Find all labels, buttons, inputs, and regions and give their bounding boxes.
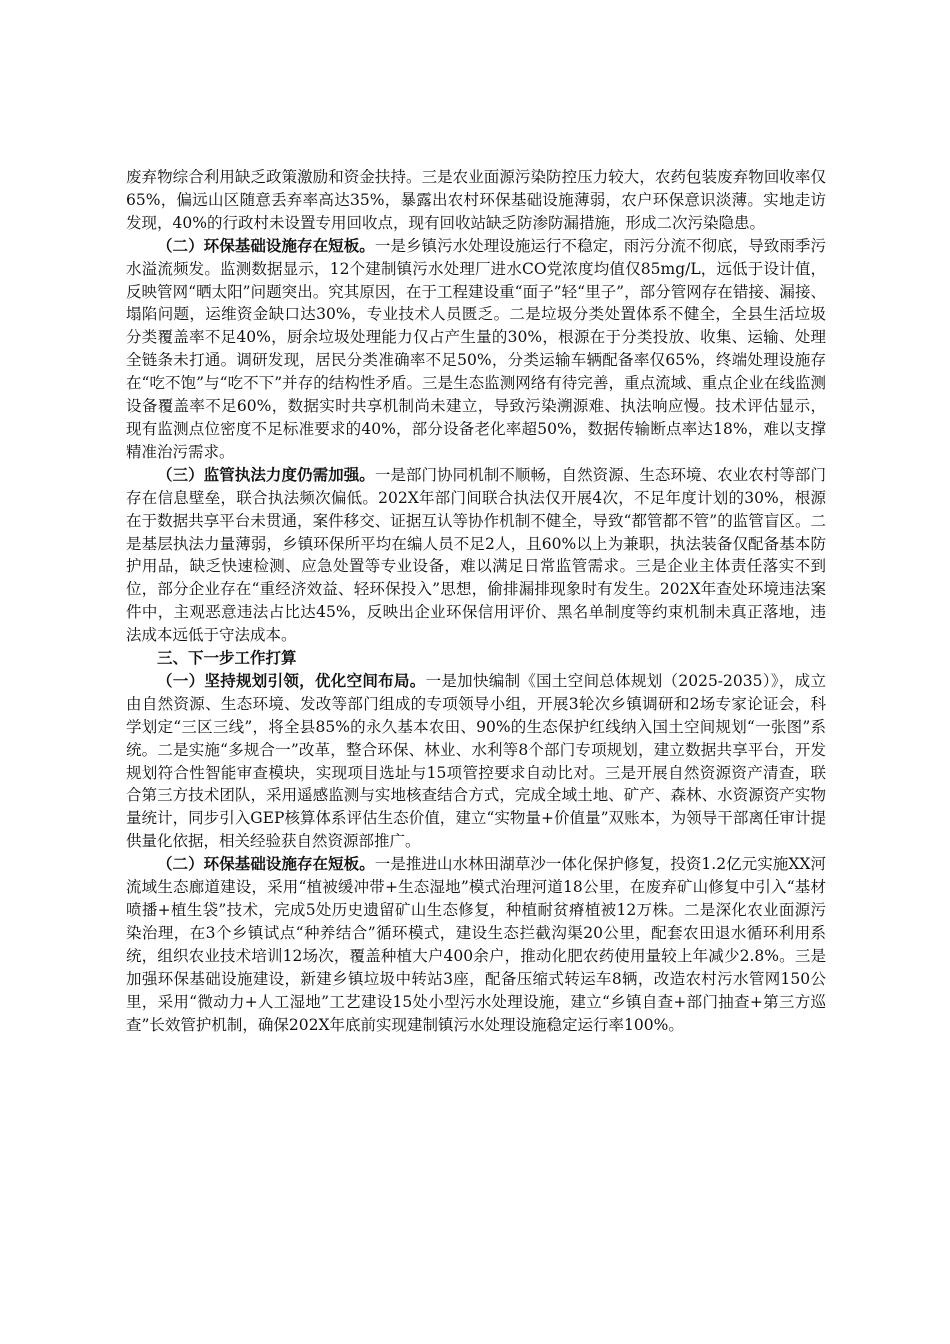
paragraph-body: 一是部门协同机制不顺畅，自然资源、生态环境、农业农村等部门存在信息壁垒，联合执法频次偏低。202X年部门间联合执法仅开展4次，不足年度计划的30%，根源在于数据共享平台未贯通，案件移交、证据互认等协作机制不健全，导致“都管都不管”的监管盲区。二是基层执法力量薄弱，乡镇环保所平均在编人员不足2人，且60%以上为兼职，执法装备仅配备基本防护用品，缺乏快速检测、应急处置等专业设备，难以满足日常监管需求。三是企业主体责任落实不到位，部分企业存在“重经济效益、轻环保投入”思想，偷排漏排现象时有发生。202X年查处环境违法案件中，主观恶意违法占比达45%，反映出企业环保信用评价、黑名单制度等约束机制未真正落地，违法成本远低于守法成本。 <box>126 465 826 645</box>
paragraph-body: 一是加快编制《国土空间总体规划（2025-2035）》，成立由自然资源、生态环境、发改等部门组成的专项领导小组，开展3轮次乡镇调研和2场专家论证会，科学划定“三区三线”，将全县85%的永久基本农田、90%的生态保护红线纳入国土空间规划“一张图”系统。二是实施“多规合一”改革，整合环保、林业、水利等8个部门专项规划，建立数据共享平台，开发规划符合性智能审查模块，实现项目选址与15项管控要求自动比对。三是开展自然资源资产清查，联合第三方技术团队，采用遥感监测与实地核查结合方式，完成全域土地、矿产、森林、水资源资产实物量统计，同步引入GEP核算体系评估生态价值，建立“实物量+价值量”双账本，为领导干部离任审计提供量化依据，相关经验获自然资源部推广。 <box>126 671 826 851</box>
paragraph-continuation: 废弃物综合利用缺乏政策激励和资金扶持。三是农业面源污染防控压力较大，农药包装废弃物回收率仅65%，偏远山区随意丢弃率高达35%，暴露出农村环保基础设施薄弱，农户环保意识淡薄。实地走访发现，40%的行政村未设置专用回收点，现有回收站缺乏防渗防漏措施，形成二次污染隐患。 <box>126 168 826 232</box>
paragraph-body: 一是推进山水林田湖草沙一体化保护修复，投资1.2亿元实施XX河流域生态廊道建设，采用“植被缓冲带+生态湿地”模式治理河道18公里，在废弃矿山修复中引入“基材喷播+植生袋”技术，完成5处历史遗留矿山生态修复，种植耐贫瘠植被12万株。二是深化农业面源污染治理，在3个乡镇试点“种养结合”循环模式，建设生态拦截沟渠20公里，配套农田退水循环利用系统，组织农业技术培训12场次，覆盖种植大户400余户，推动化肥农药使用量较上年减少2.8%。三是加强环保基础设施建设，新建乡镇垃圾中转站3座，配备压缩式转运车8辆，改造农村污水管网150公里，采用“微动力+人工湿地”工艺建设15处小型污水处理设施，建立“乡镇自查+部门抽查+第三方巡查”长效管护机制，确保202X年底前实现建制镇污水处理设施稳定运行率100%。 <box>126 855 826 1034</box>
paragraph-lead-heading: （一）坚持规划引领，优化空间布局。 <box>157 670 426 690</box>
paragraph-lead-heading: （二）环保基础设施存在短板。 <box>157 235 375 255</box>
paragraph-restoration <box>126 853 826 1036</box>
paragraph-infrastructure-shortfall <box>126 235 826 464</box>
paragraph-body: 一是乡镇污水处理设施运行不稳定，雨污分流不彻底，导致雨季污水溢流频发。监测数据显示，12个建制镇污水处理厂进水CO党浓度均值仅85mg/L，远低于设计值，反映管网“晒太阳”问题突出。究其原因，在于工程建设重“面子”轻“里子”，部分管网存在错接、漏接、塌陷问题，运维资金缺口达30%，专业技术人员匮乏。二是垃圾分类处置体系不健全，全县生活垃圾分类覆盖率不足40%，厨余垃圾处理能力仅占产生量的30%，根源在于分类投放、收集、运输、处理全链条未打通。调研发现，居民分类准确率不足50%，分类运输车辆配备率仅65%，终端处理设施存在“吃不饱”与“吃不下”并存的结构性矛盾。三是生态监测网络有待完善，重点流域、重点企业在线监测设备覆盖率不足60%，数据实时共享机制尚未建立，导致污染溯源难、执法响应慢。技术评估显示，现有监测点位密度不足标准要求的40%，部分设备老化率超50%，数据传输断点率达18%，难以支撑精准治污需求。 <box>126 236 826 461</box>
document-page <box>126 166 826 1036</box>
section-heading: 三、下一步工作打算 <box>157 648 297 668</box>
paragraph-lead-heading: （二）环保基础设施存在短板。 <box>157 854 375 874</box>
paragraph-planning <box>126 670 826 853</box>
paragraph-lead-heading: （三）监管执法力度仍需加强。 <box>157 464 375 484</box>
paragraph-enforcement <box>126 464 826 647</box>
